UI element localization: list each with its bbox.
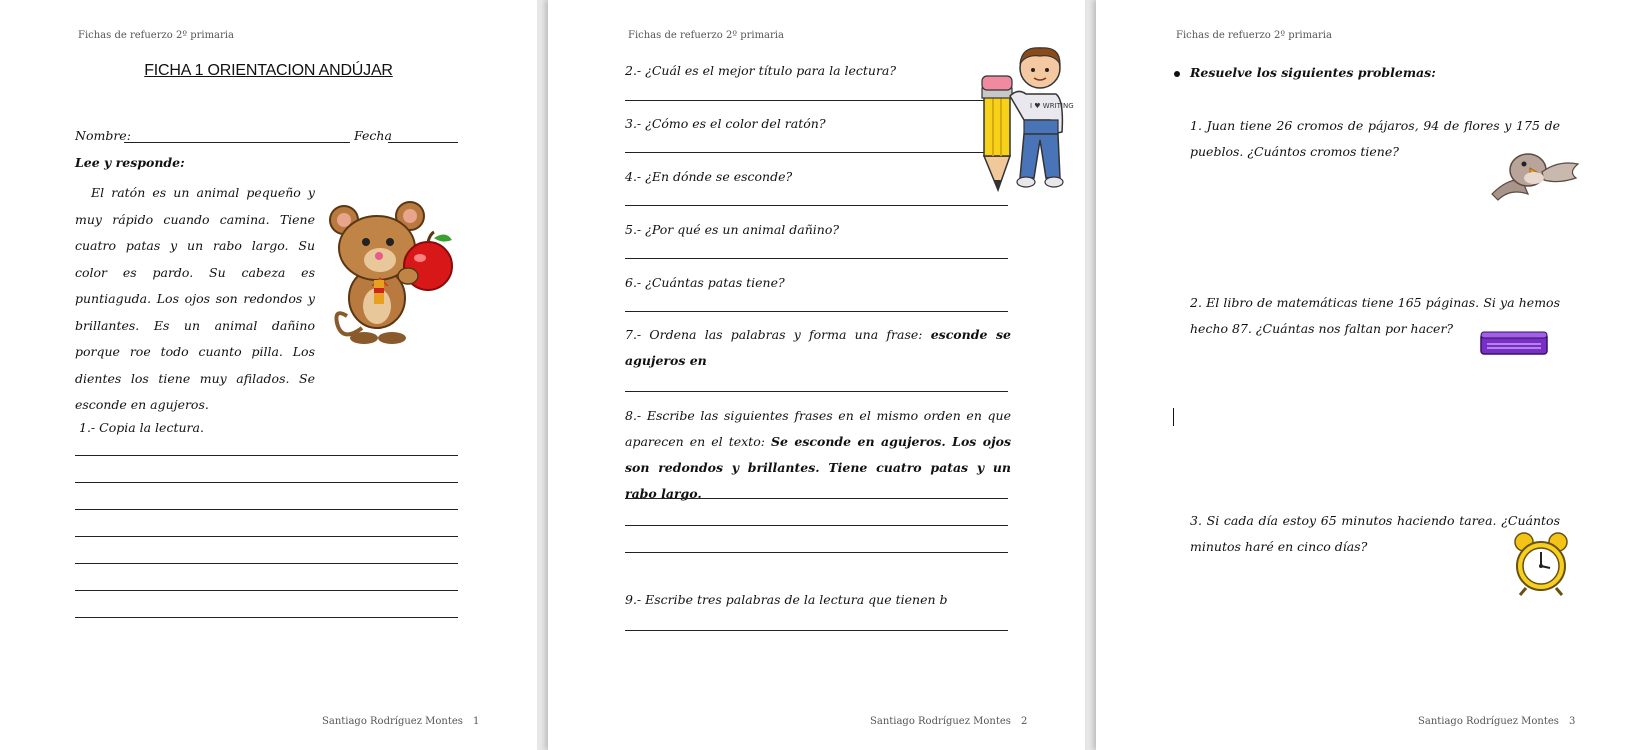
answer-line[interactable] <box>625 205 1008 206</box>
answer-line[interactable] <box>625 258 1008 259</box>
worksheet-page-2 <box>548 0 1085 750</box>
nombre-line[interactable] <box>124 142 350 143</box>
problems-instruction-text: Resuelve los siguientes problemas: <box>1190 65 1436 80</box>
answer-line[interactable] <box>625 391 1008 392</box>
page-number: 3 <box>1568 716 1576 727</box>
reading-text: El ratón es un animal pequeño y muy rápido cuando camina. Tiene cuatro patas y un rabo largo. Su color es pardo. Su cabeza es puntiaguda. Los ojos son redondos y brillantes. Es un animal dañino porque roe todo cuanto pilla. Los dientes los tiene muy afilados. Se esconde en agujeros. <box>75 185 315 412</box>
book-icon <box>1479 328 1551 358</box>
problems-instruction <box>1174 65 1436 80</box>
shirt-text: I ♥ WRITING <box>1030 102 1074 110</box>
question-3: 3.- ¿Cómo es el color del ratón? <box>625 116 826 131</box>
page-footer <box>322 716 479 727</box>
page-footer <box>870 716 1027 727</box>
answer-line[interactable] <box>625 152 985 153</box>
problem-2: 2. El libro de matemáticas tiene 165 páginas. Si ya hemos hecho 87. ¿Cuántas nos faltan por hacer? <box>1190 295 1560 336</box>
question-7-words: esconde se agujeros en <box>625 327 1011 368</box>
footer-author: Santiago Rodríguez Montes <box>870 716 1011 727</box>
answer-line[interactable] <box>75 536 458 537</box>
question-7 <box>625 322 1011 374</box>
worksheet-page-1 <box>0 0 537 750</box>
page-number: 2 <box>1020 716 1028 727</box>
bird-icon <box>1488 142 1582 202</box>
answer-line[interactable] <box>625 552 1008 553</box>
boy-pencil-icon <box>970 44 1074 194</box>
question-2: 2.- ¿Cuál es el mejor título para la lectura? <box>625 63 897 78</box>
question-1: 1.- Copia la lectura. <box>79 420 204 435</box>
fecha-line[interactable] <box>388 142 458 143</box>
answer-line[interactable] <box>75 482 458 483</box>
answer-line[interactable] <box>75 563 458 564</box>
worksheet-title: FICHA 1 ORIENTACION ANDÚJAR <box>144 62 393 79</box>
answer-line[interactable] <box>75 617 458 618</box>
instruction-lee-y-responde: Lee y responde: <box>75 155 185 170</box>
answer-line[interactable] <box>75 590 458 591</box>
question-8 <box>625 403 1011 507</box>
footer-author: Santiago Rodríguez Montes <box>322 716 463 727</box>
page-footer <box>1418 716 1575 727</box>
problem-3: 3. Si cada día estoy 65 minutos haciendo tarea. ¿Cuántos minutos haré en cinco días? <box>1190 513 1560 554</box>
worksheet-page-3 <box>1096 0 1633 750</box>
answer-line[interactable] <box>75 509 458 510</box>
answer-line[interactable] <box>75 455 458 456</box>
alarm-clock-icon <box>1512 532 1570 596</box>
answer-line[interactable] <box>625 525 1008 526</box>
answer-line[interactable] <box>625 100 985 101</box>
question-4: 4.- ¿En dónde se esconde? <box>625 169 793 184</box>
question-7-intro: 7.- Ordena las palabras y forma una frase: <box>625 327 923 342</box>
page-header: Fichas de refuerzo 2º primaria <box>628 30 784 41</box>
answer-line[interactable] <box>625 311 1008 312</box>
question-9: 9.- Escribe tres palabras de la lectura que tienen b <box>625 592 948 607</box>
problem-1: 1. Juan tiene 26 cromos de pájaros, 94 de flores y 175 de pueblos. ¿Cuántos cromos tiene? <box>1190 118 1560 159</box>
question-8-sentences: Se esconde en agujeros. Los ojos son redondos y brillantes. Tiene cuatro patas y un rabo largo. <box>625 434 1011 501</box>
nombre-label: Nombre: <box>75 128 131 143</box>
question-6: 6.- ¿Cuántas patas tiene? <box>625 275 785 290</box>
mouse-apple-icon <box>322 198 472 348</box>
question-5: 5.- ¿Por qué es un animal dañino? <box>625 222 840 237</box>
page-header: Fichas de refuerzo 2º primaria <box>78 30 234 41</box>
fecha-label: Fecha <box>354 128 392 143</box>
answer-line[interactable] <box>625 630 1008 631</box>
question-8-intro: 8.- Escribe las siguientes frases en el mismo orden en que aparecen en el texto: <box>625 408 1011 449</box>
page-header: Fichas de refuerzo 2º primaria <box>1176 30 1332 41</box>
text-cursor <box>1173 408 1174 426</box>
bullet-icon <box>1174 71 1180 77</box>
answer-line[interactable] <box>625 498 1008 499</box>
page-number: 1 <box>472 716 480 727</box>
footer-author: Santiago Rodríguez Montes <box>1418 716 1559 727</box>
